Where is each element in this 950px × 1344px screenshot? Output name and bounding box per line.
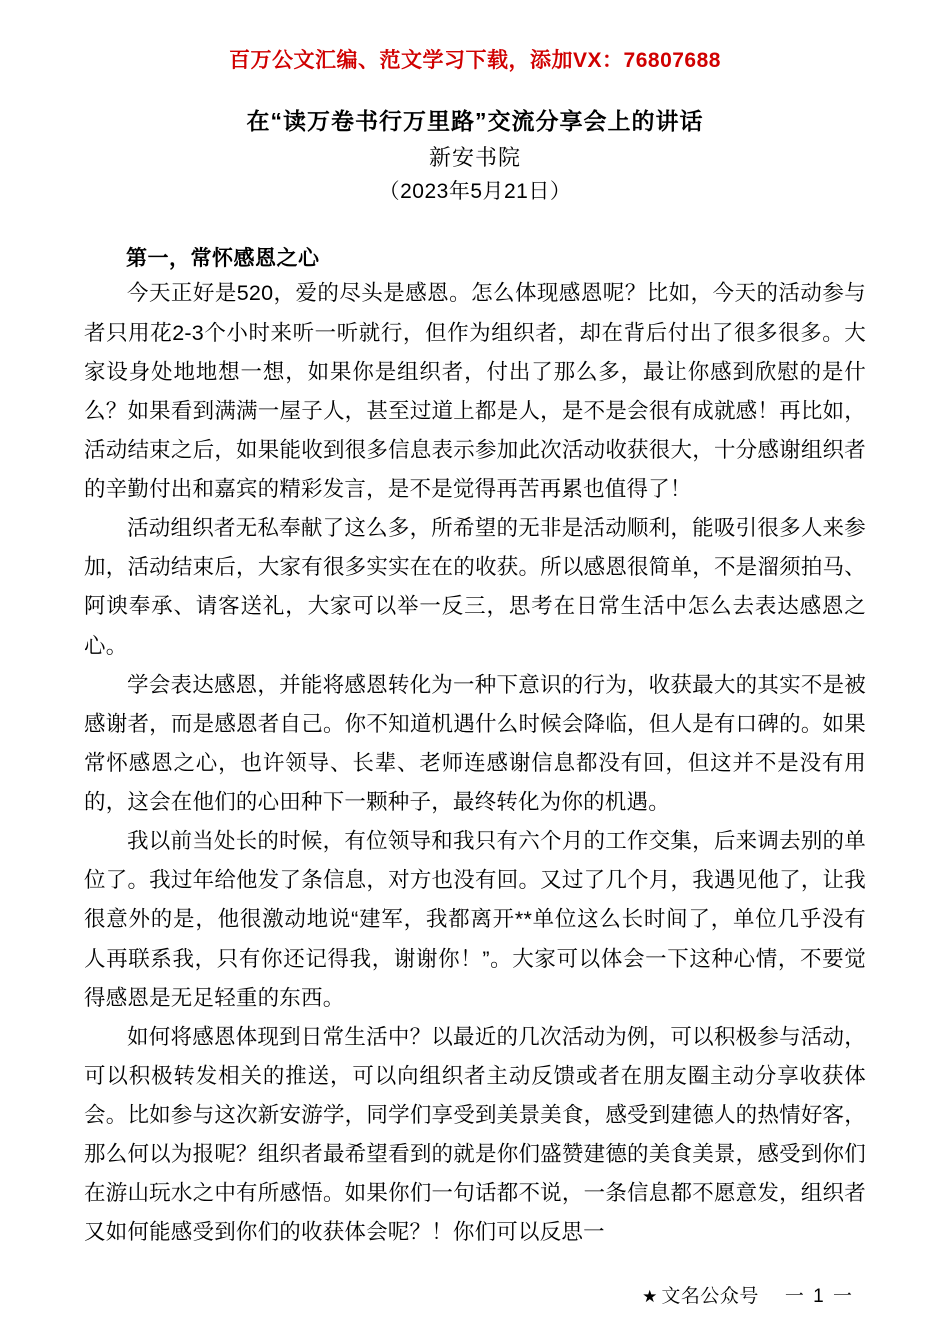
promo-banner: 百万公文汇编、范文学习下载，添加VX：76807688 — [229, 49, 721, 72]
section-heading: 第一，常怀感恩之心 — [126, 247, 320, 271]
star-icon: ★ — [642, 1287, 658, 1306]
title-block — [84, 104, 866, 208]
document-date: （2023年5月21日） — [378, 179, 572, 203]
document-author: 新安书院 — [428, 144, 521, 170]
body-paragraph: 学会表达感恩，并能将感恩转化为一种下意识的行为，收获最大的其实不是被感谢者，而是感恩者自己。你不知道机遇什么时候会降临，但人是有口碑的。如果常怀感恩之心，也许领导、长辈、老师连感谢信息都没有回，但这并不是没有用的，这会在他们的心田种下一颗种子，最终转化为你的机遇。 — [84, 672, 866, 815]
body-paragraph: 我以前当处长的时候，有位领导和我只有六个月的工作交集，后来调去别的单位了。我过年给他发了条信息，对方也没有回。又过了几个月，我遇见他了，让我很意外的是，他很激动地说“建军，我都离开**单位这么长时间了，单位几乎没有人再联系我，只有你还记得我，谢谢你！”。大家可以体会一下这种心情，不要觉得感恩是无足轻重的东西。 — [84, 829, 866, 1010]
body-paragraph: 今天正好是520，爱的尽头是感恩。怎么体现感恩呢？比如，今天的活动参与者只用花2-3个小时来听一听就行，但作为组织者，却在背后付出了很多很多。大家设身处地地想一想，如果你是组织者，付出了那么多，最让你感到欣慰的是什么？如果看到满满一屋子人，甚至过道上都是人，是不是会很有成就感！再比如，活动结束之后，如果能收到很多信息表示参加此次活动收获很大，十分感谢组织者的辛勤付出和嘉宾的精彩发言，是不是觉得再苦再累也值得了！ — [84, 281, 866, 502]
body-paragraph: 如何将感恩体现到日常生活中？以最近的几次活动为例，可以积极参与活动，可以积极转发相关的推送，可以向组织者主动反馈或者在朋友圈主动分享收获体会。比如参与这次新安游学，同学们享受到美景美食，感受到建德人的热情好客，那么何以为报呢？组织者最希望看到的就是你们盛赞建德的美食美景，感受到你们在游山玩水之中有所感悟。如果你们一句话都不说，一条信息都不愿意发，组织者又如何能感受到你们的收获体会呢？！你们可以反思一 — [84, 1024, 866, 1245]
page-number: 一 1 一 — [784, 1286, 854, 1307]
page-title: 在“读万卷书行万里路”交流分享会上的讲话 — [246, 108, 704, 134]
document-body — [84, 104, 866, 1253]
footer-account: 文名公众号 — [661, 1286, 759, 1307]
page-footer — [0, 1281, 950, 1308]
body-paragraph: 活动组织者无私奉献了这么多，所希望的无非是活动顺利，能吸引很多人来参加，活动结束后，大家有很多实实在在的收获。所以感恩很简单，不是溜须拍马、阿谀奉承、请客送礼，大家可以举一反三，思考在日常生活中怎么去表达感恩之心。 — [84, 516, 866, 658]
